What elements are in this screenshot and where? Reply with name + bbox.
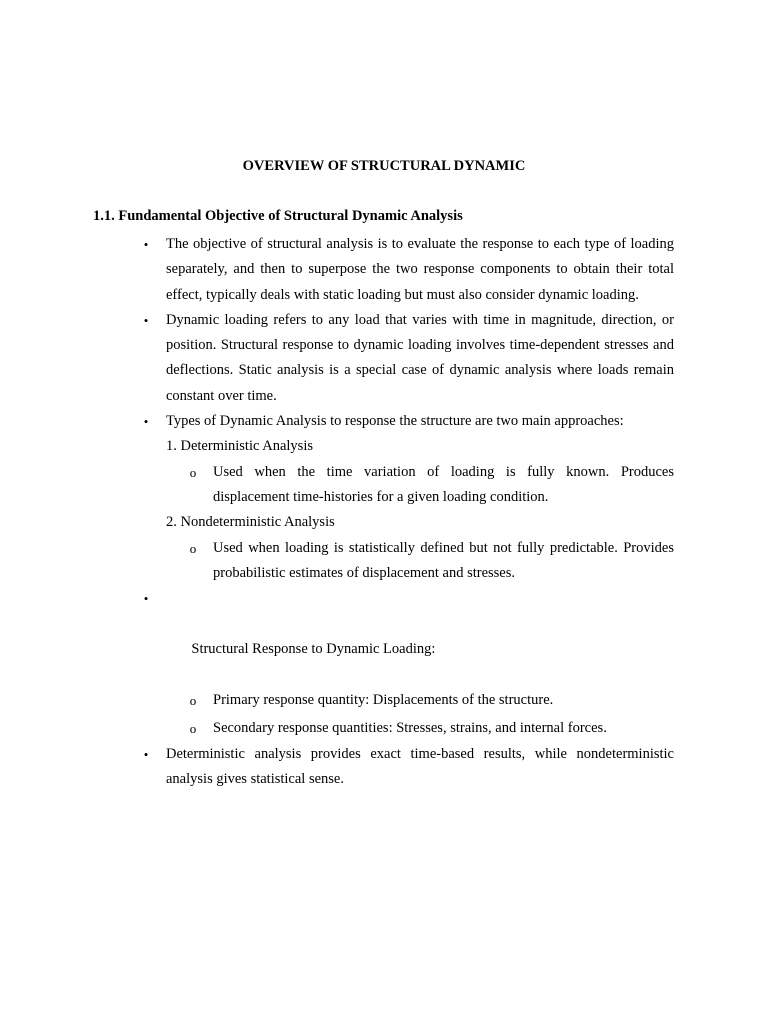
bullet-text: The objective of structural analysis is to evaluate the response to each type of loading separately, and then to superpose the two response components to obtain their total effect, typically deals with static loading but must also consider dynamic loading. (166, 236, 674, 303)
sub-bullet-text: Used when the time variation of loading is fully known. Produces displacement time-histories for a given loading condition. (213, 463, 674, 505)
sub-bullet-text: Used when loading is statistically defined but not fully predictable. Provides probabilistic estimates of displacement and stresses. (213, 539, 674, 581)
bullet-marker: • (143, 591, 149, 607)
subheading: 1. Deterministic Analysis (166, 438, 313, 455)
sub-bullet-text: Secondary response quantities: Stresses, strains, and internal forces. (213, 719, 607, 736)
bullet-item (0, 232, 674, 308)
sub-bullet-item (0, 460, 674, 511)
bullet-item (0, 586, 674, 687)
sub-bullet-item (0, 688, 674, 713)
bullet-item (0, 742, 674, 793)
bullet-text: Types of Dynamic Analysis to response the structure are two main approaches: (166, 413, 624, 430)
bullet-item (0, 308, 674, 409)
document-body (0, 232, 768, 793)
bullet-marker: • (143, 237, 149, 252)
sub-bullet-marker: o (189, 693, 197, 709)
sub-bullet-item (0, 536, 674, 587)
sub-bullet-text: Primary response quantity: Displacements of the structure. (213, 692, 554, 709)
bullet-item (0, 409, 674, 434)
document-title: OVERVIEW OF STRUCTURAL DYNAMIC (242, 158, 526, 174)
bullet-text: Structural Response to Dynamic Loading: (187, 640, 436, 657)
bullet-marker: • (143, 312, 149, 328)
bullet-text: Deterministic analysis provides exact time-based results, while nondeterministic analysis gives statistical sense. (166, 745, 674, 788)
sub-bullet-item (0, 716, 674, 741)
subheading: 2. Nondeterministic Analysis (166, 514, 335, 531)
section-heading: 1.1. Fundamental Objective of Structural Dynamic Analysis (93, 208, 463, 224)
bullet-marker: • (143, 414, 149, 430)
sub-bullet-marker: o (189, 540, 197, 556)
bullet-marker: • (143, 746, 149, 762)
sub-bullet-marker: o (189, 720, 197, 736)
sub-bullet-marker: o (189, 464, 197, 480)
bullet-text: Dynamic loading refers to any load that varies with time in magnitude, direction, or position. Structural response to dynamic loading involves time-dependent stresses and deflections. Static analysis is a special case of dynamic analysis where loads remain constant over time. (166, 311, 674, 404)
